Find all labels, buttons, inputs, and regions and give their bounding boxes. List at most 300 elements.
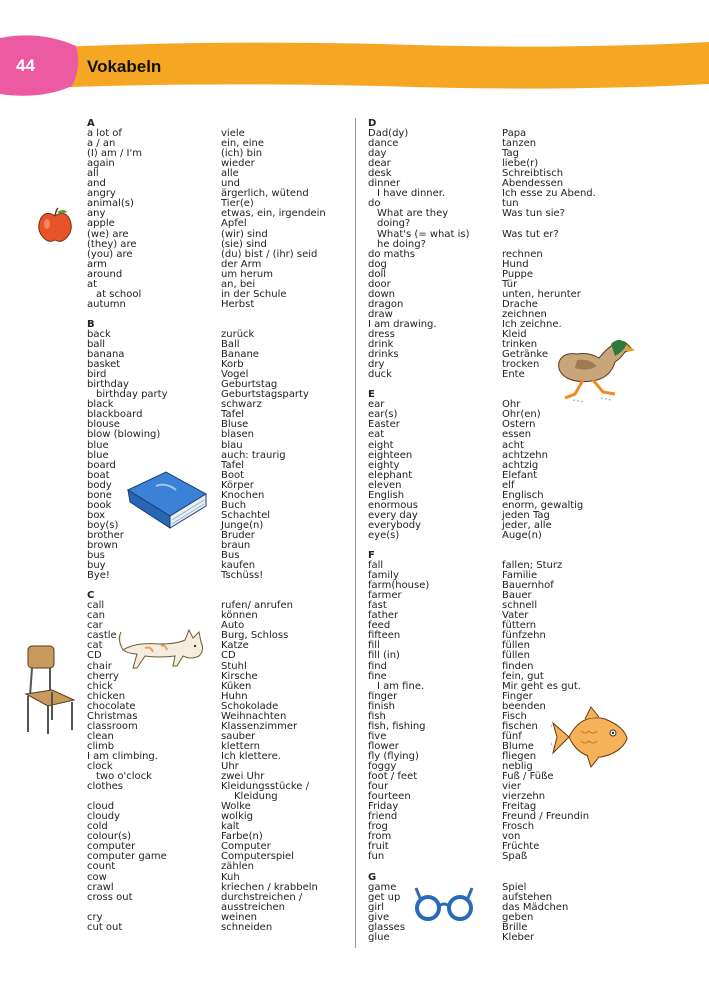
german-translation: Mir geht es gut. bbox=[502, 680, 581, 692]
english-term: friend bbox=[368, 811, 398, 823]
english-term: at school bbox=[96, 288, 142, 300]
german-translation: Kleid bbox=[502, 328, 527, 340]
english-term: Easter bbox=[368, 419, 400, 431]
german-translation: Banane bbox=[221, 349, 259, 361]
english-term: bird bbox=[87, 369, 107, 381]
german-translation: Was tun sie? bbox=[502, 208, 565, 220]
german-translation: wieder bbox=[221, 158, 255, 170]
vocab-entry bbox=[368, 260, 573, 270]
english-term: birthday bbox=[87, 379, 129, 391]
german-translation: Papa bbox=[502, 128, 527, 140]
english-term: finish bbox=[368, 700, 395, 712]
vocab-entry bbox=[87, 792, 342, 802]
english-term: classroom bbox=[87, 720, 138, 732]
english-term: book bbox=[87, 499, 112, 511]
vocab-entry bbox=[87, 722, 342, 732]
german-translation: Kleber bbox=[502, 931, 535, 943]
german-translation: Finger bbox=[502, 690, 533, 702]
english-term: blue bbox=[87, 439, 109, 451]
german-translation: Elefant bbox=[502, 469, 538, 481]
english-term: basket bbox=[87, 359, 121, 371]
section-gap bbox=[87, 310, 342, 320]
english-term: fun bbox=[368, 851, 385, 863]
german-translation: Bus bbox=[221, 550, 240, 562]
english-term: fish, fishing bbox=[368, 720, 426, 732]
english-term: two o'clock bbox=[96, 771, 152, 783]
english-term: all bbox=[87, 168, 99, 180]
english-term: cow bbox=[87, 871, 107, 883]
german-translation: Geburtstag bbox=[221, 379, 278, 391]
vocab-entry bbox=[368, 811, 590, 823]
english-term: a lot of bbox=[87, 128, 122, 140]
german-translation: Fuß / Füße bbox=[502, 771, 554, 783]
german-translation: CD bbox=[221, 650, 236, 662]
german-translation: blasen bbox=[221, 429, 254, 441]
english-term: elephant bbox=[368, 469, 413, 481]
english-term: finger bbox=[368, 690, 398, 702]
english-term: glasses bbox=[368, 921, 406, 933]
english-term: cat bbox=[87, 640, 103, 652]
section-letter: G bbox=[368, 871, 377, 883]
english-term: father bbox=[368, 610, 399, 622]
german-translation: Junge(n) bbox=[221, 519, 264, 531]
english-term: family bbox=[368, 570, 399, 582]
english-term: four bbox=[368, 781, 389, 793]
english-term: buy bbox=[87, 560, 106, 572]
column-divider bbox=[355, 118, 356, 948]
english-term: dear bbox=[368, 158, 391, 170]
german-translation: Früchte bbox=[502, 841, 540, 853]
german-translation: Ohr(en) bbox=[502, 409, 541, 421]
english-term: dinner bbox=[368, 178, 401, 190]
english-term: animal(s) bbox=[87, 198, 134, 210]
german-translation: kaufen bbox=[221, 560, 256, 572]
german-translation: Tier(e) bbox=[221, 198, 254, 210]
fish-icon bbox=[551, 705, 631, 769]
german-translation: Kirsche bbox=[221, 670, 258, 682]
german-translation: Bauer bbox=[502, 590, 532, 602]
german-translation: der Arm bbox=[221, 258, 262, 270]
english-term: around bbox=[87, 268, 123, 280]
german-translation: Tafel bbox=[221, 409, 245, 421]
vocab-entry bbox=[368, 832, 573, 842]
english-term: Dad(dy) bbox=[368, 128, 409, 140]
english-term: do maths bbox=[368, 248, 415, 260]
vocab-entry bbox=[87, 350, 342, 360]
english-term: cut out bbox=[87, 921, 123, 933]
section-letter: C bbox=[87, 590, 95, 602]
vocab-entry bbox=[87, 782, 342, 792]
vocab-entry bbox=[87, 923, 342, 933]
german-translation: alle bbox=[221, 168, 239, 180]
german-translation: tun bbox=[502, 198, 519, 210]
english-term: find bbox=[368, 660, 387, 672]
english-term: girl bbox=[368, 901, 385, 913]
german-translation: fischen bbox=[502, 720, 538, 732]
english-term: I am drawing. bbox=[368, 318, 437, 330]
english-term: foot / feet bbox=[368, 771, 418, 783]
english-term: at bbox=[87, 278, 98, 290]
vocab-entry bbox=[87, 340, 342, 350]
english-term: cross out bbox=[87, 891, 133, 903]
vocab-entry bbox=[87, 330, 342, 340]
german-translation: füllen bbox=[502, 640, 530, 652]
english-term: chicken bbox=[87, 690, 126, 702]
german-translation: (wir) sind bbox=[221, 228, 268, 240]
vocab-entry bbox=[368, 680, 581, 692]
english-term: again bbox=[87, 158, 115, 170]
letter-heading bbox=[87, 591, 342, 601]
vocab-entry bbox=[87, 169, 342, 179]
english-term: eleven bbox=[368, 479, 402, 491]
german-translation: braun bbox=[221, 539, 251, 551]
english-term: duck bbox=[368, 369, 392, 381]
german-translation: achtzehn bbox=[502, 449, 548, 461]
letter-heading bbox=[368, 390, 573, 400]
vocab-entry bbox=[87, 551, 342, 561]
vocab-column-right bbox=[368, 118, 596, 943]
german-translation: Spiel bbox=[502, 881, 527, 893]
german-translation: ausstreichen bbox=[221, 901, 285, 913]
english-term: doll bbox=[368, 268, 387, 280]
german-translation: Buch bbox=[221, 499, 247, 511]
german-translation: beenden bbox=[502, 700, 546, 712]
vocab-entry bbox=[87, 802, 342, 812]
vocab-entry bbox=[87, 390, 342, 400]
german-translation: Katze bbox=[221, 640, 249, 652]
german-translation: und bbox=[221, 178, 241, 190]
german-translation: zurück bbox=[221, 328, 255, 340]
cat-icon bbox=[115, 622, 209, 672]
english-term: CD bbox=[87, 650, 102, 662]
german-translation: zählen bbox=[221, 861, 254, 873]
german-translation: enorm, gewaltig bbox=[502, 499, 584, 511]
vocab-entry bbox=[87, 682, 342, 692]
german-translation: Weihnachten bbox=[221, 710, 287, 722]
english-term: can bbox=[87, 610, 105, 622]
section-letter: E bbox=[368, 389, 375, 401]
german-translation: Was tut er? bbox=[502, 228, 559, 240]
letter-heading bbox=[87, 119, 342, 129]
german-translation: neblig bbox=[502, 761, 533, 772]
english-term: doing? bbox=[377, 218, 411, 230]
english-term: birthday party bbox=[96, 389, 168, 401]
english-term: English bbox=[368, 489, 405, 501]
vocab-entry bbox=[368, 330, 573, 340]
german-translation: Spaß bbox=[502, 851, 528, 863]
vocab-entry bbox=[87, 300, 342, 310]
vocab-entry bbox=[87, 601, 342, 611]
german-translation: Korb bbox=[221, 359, 244, 371]
german-translation: (du) bist / (ihr) seid bbox=[221, 248, 318, 260]
english-term: board bbox=[87, 459, 116, 471]
vocab-entry bbox=[368, 923, 573, 933]
english-term: bone bbox=[87, 489, 112, 501]
english-term: call bbox=[87, 600, 105, 612]
page-number: 44 bbox=[16, 56, 35, 75]
english-term: desk bbox=[368, 168, 392, 180]
english-term: chick bbox=[87, 680, 113, 692]
english-term: down bbox=[368, 288, 395, 300]
vocab-entry bbox=[87, 270, 342, 280]
vocab-entry bbox=[87, 129, 342, 139]
english-term: angry bbox=[87, 188, 116, 200]
english-term: fill bbox=[368, 640, 380, 652]
english-term: eight bbox=[368, 439, 394, 451]
german-translation: Kuh bbox=[221, 871, 240, 883]
english-term: car bbox=[87, 620, 103, 632]
german-translation: Boot bbox=[221, 469, 245, 481]
german-translation: Hund bbox=[502, 258, 529, 270]
letter-heading bbox=[87, 320, 342, 330]
german-translation: an, bei bbox=[221, 278, 256, 290]
english-term: foggy bbox=[368, 761, 397, 772]
english-term: brown bbox=[87, 539, 118, 551]
english-term: five bbox=[368, 730, 387, 742]
vocab-entry bbox=[368, 651, 573, 661]
english-term: dance bbox=[368, 138, 399, 150]
vocab-entry bbox=[87, 441, 342, 451]
german-translation: wolkig bbox=[221, 811, 253, 823]
german-translation: essen bbox=[502, 429, 532, 441]
german-translation: Tafel bbox=[221, 459, 245, 471]
german-translation: jeden Tag bbox=[502, 509, 550, 521]
german-translation: vierzehn bbox=[502, 791, 546, 803]
german-translation: fallen; Sturz bbox=[502, 560, 563, 572]
english-term: a / an bbox=[87, 138, 116, 150]
german-translation: etwas, ein, irgendein bbox=[221, 208, 326, 220]
english-term: fill (in) bbox=[368, 650, 400, 662]
german-translation: Tür bbox=[502, 278, 518, 290]
english-term: give bbox=[368, 911, 390, 923]
german-translation: tanzen bbox=[502, 138, 537, 150]
english-term: box bbox=[87, 509, 106, 521]
glasses-icon bbox=[414, 882, 476, 922]
english-term: brother bbox=[87, 529, 124, 541]
english-term: glue bbox=[368, 931, 390, 943]
german-translation: Frosch bbox=[502, 821, 535, 833]
english-term: colour(s) bbox=[87, 831, 131, 843]
english-term: cold bbox=[87, 821, 108, 833]
german-translation: Bluse bbox=[221, 419, 249, 431]
vocab-entry bbox=[87, 672, 342, 682]
section-letter: D bbox=[368, 118, 377, 129]
german-translation: rechnen bbox=[502, 248, 543, 260]
english-term: every day bbox=[368, 509, 418, 521]
english-term: count bbox=[87, 861, 116, 873]
english-term: blue bbox=[87, 449, 109, 461]
german-translation: Freitag bbox=[502, 801, 537, 813]
german-translation: ein, eine bbox=[221, 138, 265, 150]
english-term: dress bbox=[368, 328, 395, 340]
section-gap bbox=[368, 862, 573, 872]
german-translation: Englisch bbox=[502, 489, 544, 501]
german-translation: Herbst bbox=[221, 298, 255, 310]
vocab-entry bbox=[87, 812, 342, 822]
english-term: arm bbox=[87, 258, 107, 270]
vocab-entry bbox=[87, 862, 342, 872]
vocab-entry bbox=[87, 903, 342, 913]
english-term: body bbox=[87, 479, 112, 491]
english-term: dog bbox=[368, 258, 387, 270]
vocab-entry bbox=[87, 159, 342, 169]
german-translation: Fisch bbox=[502, 710, 527, 722]
section-letter: A bbox=[87, 118, 95, 129]
english-term: frog bbox=[368, 821, 388, 833]
vocab-entry bbox=[368, 752, 573, 762]
english-term: eat bbox=[368, 429, 385, 441]
vocab-entry bbox=[87, 430, 342, 440]
german-translation: Computerspiel bbox=[221, 851, 294, 863]
german-translation: Auge(n) bbox=[502, 529, 542, 541]
book-icon bbox=[126, 468, 208, 530]
vocab-entry bbox=[368, 852, 573, 862]
english-term: dry bbox=[368, 359, 385, 371]
english-term: (you) are bbox=[87, 248, 133, 260]
german-translation: rufen/ anrufen bbox=[221, 600, 293, 612]
vocab-entry bbox=[368, 270, 573, 280]
english-term: farm(house) bbox=[368, 580, 430, 592]
english-term: eighteen bbox=[368, 449, 413, 461]
english-term: I have dinner. bbox=[377, 188, 446, 200]
german-translation: von bbox=[502, 831, 521, 843]
german-translation: Ich zeichne. bbox=[502, 318, 562, 330]
english-term: ear(s) bbox=[368, 409, 398, 421]
german-translation: zeichnen bbox=[502, 308, 547, 320]
english-term: cry bbox=[87, 911, 103, 923]
section-gap bbox=[368, 380, 573, 390]
english-term: dragon bbox=[368, 298, 404, 310]
vocab-entry bbox=[368, 370, 573, 380]
german-translation: unten, herunter bbox=[502, 288, 581, 300]
german-translation: durchstreichen / bbox=[221, 891, 303, 903]
vocab-entry bbox=[87, 561, 342, 571]
english-term: cherry bbox=[87, 670, 119, 682]
english-term: and bbox=[87, 178, 106, 190]
english-term: everybody bbox=[368, 519, 421, 531]
english-term: get up bbox=[368, 891, 401, 903]
vocab-entry bbox=[368, 149, 573, 159]
german-translation: fein, gut bbox=[502, 670, 544, 682]
english-term: chocolate bbox=[87, 700, 136, 712]
german-translation: Klassenzimmer bbox=[221, 720, 298, 732]
german-translation: Wolke bbox=[221, 801, 251, 813]
german-translation: kriechen / krabbeln bbox=[221, 881, 318, 893]
apple-icon bbox=[36, 206, 74, 244]
german-translation: achtzig bbox=[502, 459, 539, 471]
english-term: crawl bbox=[87, 881, 114, 893]
german-translation: Auto bbox=[221, 620, 245, 632]
english-term: I am climbing. bbox=[87, 750, 158, 762]
english-term: clock bbox=[87, 761, 113, 772]
duck-icon bbox=[553, 332, 635, 404]
vocab-entry bbox=[87, 451, 342, 461]
german-translation: füttern bbox=[502, 620, 537, 632]
vocab-entry bbox=[368, 702, 573, 712]
german-translation: (ich) bin bbox=[221, 148, 263, 160]
english-term: draw bbox=[368, 308, 393, 320]
english-term: eighty bbox=[368, 459, 400, 471]
english-term: ball bbox=[87, 339, 106, 351]
page-number-tab bbox=[0, 35, 78, 95]
german-translation: Freund / Freundin bbox=[502, 811, 590, 823]
vocab-entry bbox=[368, 430, 573, 440]
section-gap bbox=[87, 581, 342, 591]
german-translation: das Mädchen bbox=[502, 901, 569, 913]
german-translation: um herum bbox=[221, 268, 273, 280]
english-term: fish bbox=[368, 710, 386, 722]
german-translation: schwarz bbox=[221, 399, 262, 411]
english-term: computer bbox=[87, 841, 136, 853]
german-translation: Bruder bbox=[221, 529, 255, 541]
german-translation: aufstehen bbox=[502, 891, 553, 903]
german-translation: schnell bbox=[502, 600, 538, 612]
vocab-entry bbox=[368, 822, 573, 832]
english-term: farmer bbox=[368, 590, 402, 602]
english-term: fruit bbox=[368, 841, 389, 853]
vocab-entry bbox=[87, 410, 342, 420]
english-term: bus bbox=[87, 550, 105, 562]
vocab-entry bbox=[87, 209, 342, 219]
english-term: back bbox=[87, 328, 111, 340]
vocab-entry bbox=[368, 933, 573, 943]
english-term: fall bbox=[368, 560, 384, 572]
german-translation: Ich klettere. bbox=[221, 750, 281, 762]
section-gap bbox=[368, 541, 573, 551]
german-translation: vier bbox=[502, 781, 521, 793]
english-term: Bye! bbox=[87, 570, 110, 582]
german-translation: elf bbox=[502, 479, 515, 491]
header-banner bbox=[0, 0, 709, 100]
english-term: castle bbox=[87, 630, 117, 642]
vocab-entry bbox=[87, 260, 342, 270]
english-term: clothes bbox=[87, 781, 124, 793]
chair-icon bbox=[22, 644, 78, 736]
english-term: door bbox=[368, 278, 391, 290]
english-term: fast bbox=[368, 600, 387, 612]
german-translation: Uhr bbox=[221, 761, 239, 772]
english-term: he doing? bbox=[377, 238, 426, 250]
german-translation: sauber bbox=[221, 730, 256, 742]
english-term: blow (blowing) bbox=[87, 429, 161, 441]
english-term: any bbox=[87, 208, 106, 220]
vocab-entry bbox=[368, 420, 573, 430]
german-translation: Kleidung bbox=[234, 791, 278, 803]
german-translation: Familie bbox=[502, 570, 538, 582]
german-translation: Getränke bbox=[502, 349, 548, 361]
german-translation: Apfel bbox=[221, 218, 247, 230]
german-translation: Brille bbox=[502, 921, 528, 933]
german-translation: viele bbox=[221, 128, 245, 140]
german-translation: liebe(r) bbox=[502, 158, 539, 170]
german-translation: Kleidungsstücke / bbox=[221, 781, 309, 793]
english-term: chair bbox=[87, 660, 112, 672]
vocab-entry bbox=[87, 531, 342, 541]
english-term: clean bbox=[87, 730, 114, 742]
vocab-entry bbox=[368, 611, 573, 621]
vocab-entry bbox=[368, 400, 573, 410]
vocab-entry bbox=[368, 320, 573, 330]
german-translation: Tschüss! bbox=[221, 570, 264, 582]
german-translation: Burg, Schloss bbox=[221, 630, 289, 642]
german-translation: auch: traurig bbox=[221, 449, 286, 461]
english-term: Christmas bbox=[87, 710, 138, 722]
english-term: apple bbox=[87, 218, 115, 230]
german-translation: trinken bbox=[502, 339, 538, 351]
vocab-entry bbox=[368, 792, 573, 802]
english-term: feed bbox=[368, 620, 391, 632]
german-translation: Abendessen bbox=[502, 178, 564, 190]
